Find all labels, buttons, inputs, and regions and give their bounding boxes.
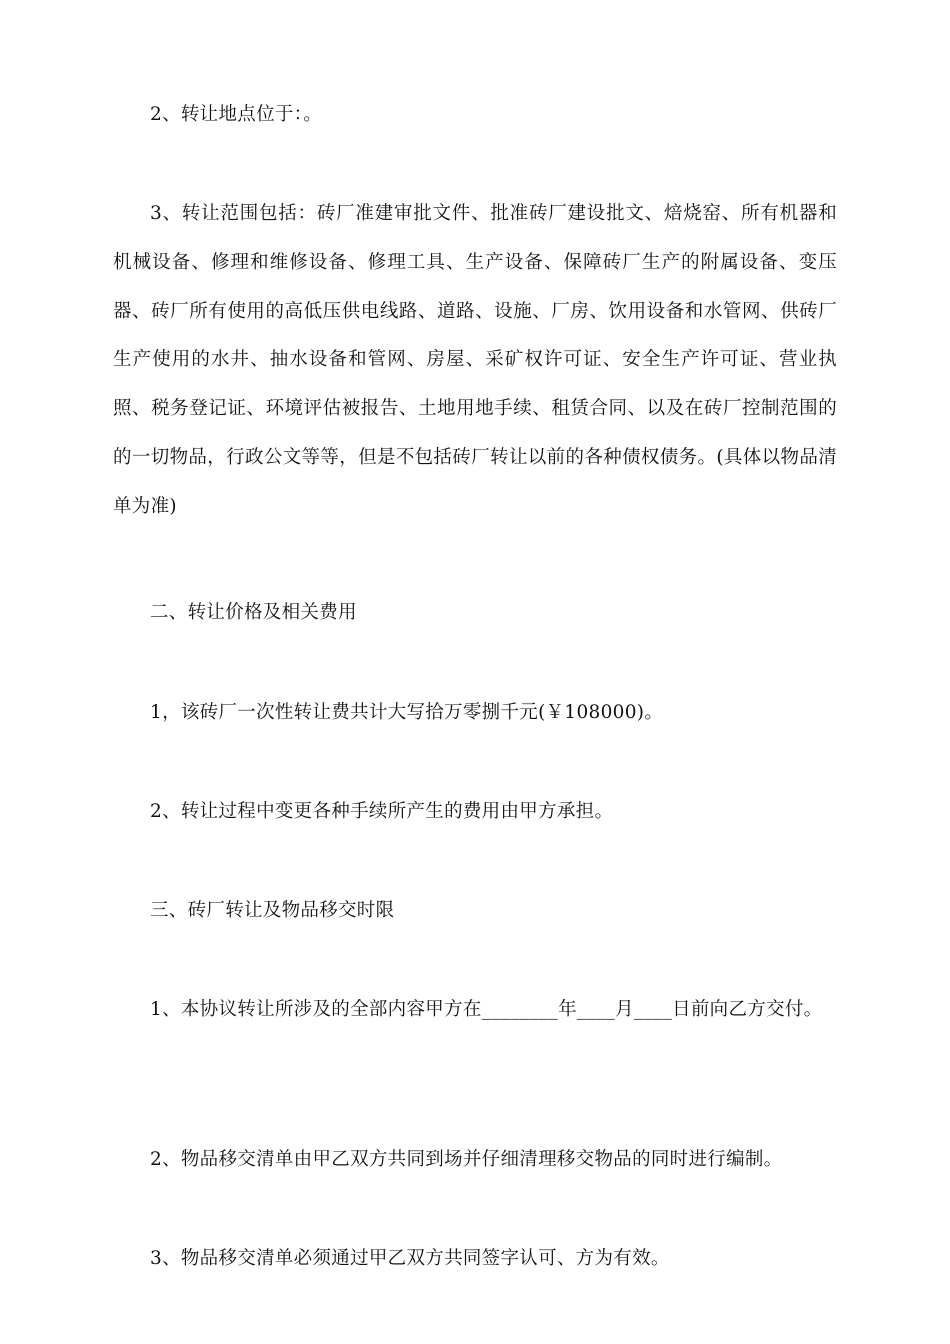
paragraph-handover-list: 2、物品移交清单由甲乙双方共同到场并仔细清理移交物品的同时进行编制。 <box>150 1149 783 1170</box>
section-heading-price: 二、转让价格及相关费用 <box>150 602 357 623</box>
paragraph-transfer-fee: 1，该砖厂一次性转让费共计大写拾万零捌千元(￥108000)。 <box>150 702 664 723</box>
paragraph-fee-burden: 2、转让过程中变更各种手续所产生的费用由甲方承担。 <box>150 801 614 822</box>
section-heading-timeline: 三、砖厂转让及物品移交时限 <box>150 900 395 921</box>
paragraph-delivery-date: 1、本协议转让所涉及的全部内容甲方在________年____月____日前向乙方交付。 <box>150 999 823 1020</box>
paragraph-transfer-location: 2、转让地点位于：。 <box>150 104 323 125</box>
paragraph-list-signature: 3、物品移交清单必须通过甲乙双方共同签字认可、方为有效。 <box>150 1248 670 1269</box>
paragraph-transfer-scope: 3、转让范围包括：砖厂准建审批文件、批准砖厂建设批文、焙烧窑、所有机器和机械设备、修理和维修设备、修理工具、生产设备、保障砖厂生产的附属设备、变压器、砖厂所有使用的高低压供电线路、道路、设施、厂房、饮用设备和水管网、供砖厂生产使用的水井、抽水设备和管网、房屋、采矿权许可证、安全生产许可证、营业执照、税务登记证、环境评估被报告、土地用地手续、租赁合同、以及在砖厂控制范围的的一切物品，行政公文等等，但是不包括砖厂转让以前的各种债权债务。(具体以物品清单为准) <box>113 203 837 517</box>
